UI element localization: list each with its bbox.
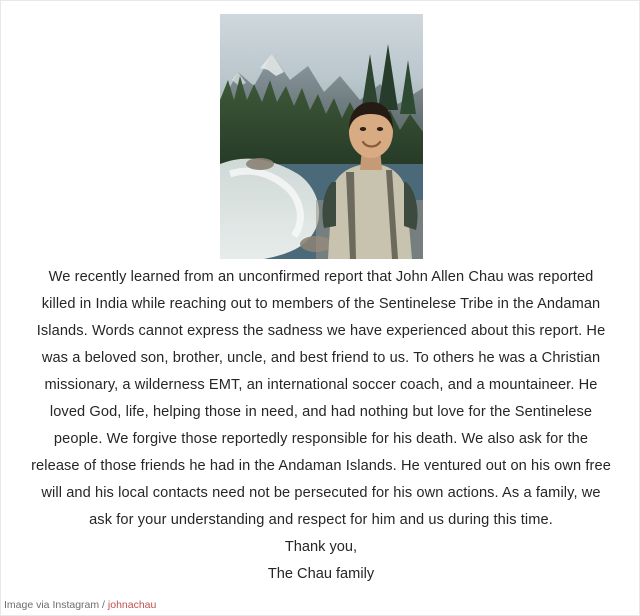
credit-prefix: Image via Instagram / — [4, 599, 105, 611]
photo-frame — [220, 14, 423, 259]
statement-body: We recently learned from an unconfirmed report that John Allen Chau was reported killed in India while reaching out to members of the Sentinelese Tribe in the Andaman Islands. Words cannot express the sadness we have experienced about this report. He was a beloved son, brother, uncle, and best friend to us. To others he was a Christian missionary, a wilderness EMT, an international soccer coach, and a mountaineer. He loved God, life, helping those in need, and had nothing but love for the Sentinelese people. We forgive those reportedly responsible for his death. We also ask for the release of those friends he had in the Andaman Islands. He ventured out on his own free will and his local contacts need not be persecuted for his own actions. As a family, we ask for your understanding and respect for him and us during this time. — [31, 269, 611, 528]
john-allen-chau-photo — [220, 14, 423, 259]
credit-handle-link[interactable]: johnachau — [107, 599, 157, 611]
image-credit — [4, 599, 156, 612]
signoff-line-2: The Chau family — [267, 566, 375, 582]
signoff-line-1: Thank you, — [284, 539, 358, 555]
statement-signoff — [31, 534, 611, 588]
